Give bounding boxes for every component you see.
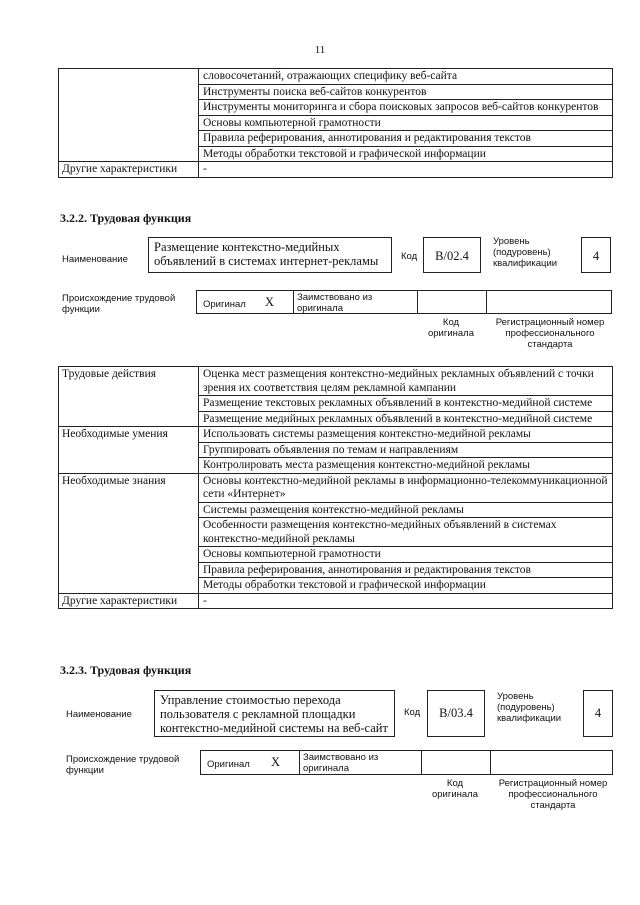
skill-item: Контролировать места размещения контекстно-медийной рекламы [199, 458, 613, 474]
knowledge-item: Основы компьютерной грамотности [199, 547, 613, 563]
divider [486, 290, 487, 314]
divider [299, 750, 300, 775]
knowledge-item: Методы обработки текстовой и графической информации [199, 578, 613, 594]
knowledge-item: Основы компьютерной грамотности [199, 115, 613, 131]
table-row [59, 367, 613, 396]
original-mark: X [265, 295, 275, 309]
knowledge-item: Инструменты мониторинга и сбора поисковых запросов веб-сайтов конкурентов [199, 100, 613, 116]
function-name-box: Управление стоимостью перехода пользователя с рекламной площадки контекстно-медийной системы на веб-сайт [154, 690, 395, 737]
original-label: Оригинал [203, 299, 246, 310]
knowledge-item: Правила реферирования, аннотирования и редактирования текстов [199, 131, 613, 147]
table-row [59, 473, 613, 502]
section-heading: 3.2.2. Трудовая функция [60, 211, 192, 225]
table-row [59, 427, 613, 443]
labor-action-item: Размещение медийных рекламных объявлений в контекстно-медийной системе [199, 411, 613, 427]
origin-label: Происхождение трудовой функции [66, 754, 180, 776]
table-row [59, 593, 613, 609]
skills-label: Необходимые умения [59, 427, 199, 474]
level-label: Уровень (подуровень) квалификации [497, 691, 562, 724]
level-box: 4 [581, 237, 611, 273]
skill-item: Использовать системы размещения контекстно-медийной рекламы [199, 427, 613, 443]
name-label: Наименование [62, 254, 128, 265]
code-box: B/02.4 [423, 237, 481, 273]
blank-label-cell [59, 69, 199, 162]
original-label: Оригинал [207, 759, 250, 770]
labor-action-item: Оценка мест размещения контекстно-медийных рекламных объявлений с точки зрения их соответствия целям рекламной кампании [199, 367, 613, 396]
table-row [59, 69, 613, 85]
name-label: Наименование [66, 709, 132, 720]
knowledge-item: словосочетаний, отражающих специфику веб-сайта [199, 69, 613, 85]
knowledge-item: Инструменты поиска веб-сайтов конкурентов [199, 84, 613, 100]
code-box: B/03.4 [427, 690, 485, 737]
knowledge-item: Системы размещения контекстно-медийной рекламы [199, 502, 613, 518]
level-box: 4 [583, 690, 613, 737]
knowledge-item: Методы обработки текстовой и графической информации [199, 146, 613, 162]
origin-label: Происхождение трудовой функции [62, 293, 176, 315]
page-number: 11 [314, 44, 326, 56]
top-characteristics-table [58, 68, 613, 178]
divider [417, 290, 418, 314]
knowledge-label: Необходимые знания [59, 473, 199, 593]
other-characteristics-label: Другие характеристики [59, 593, 199, 609]
labor-action-item: Размещение текстовых рекламных объявлений в контекстно-медийной системе [199, 396, 613, 412]
code-original-caption: Код оригинала [427, 317, 474, 339]
origin-table [196, 290, 612, 314]
other-characteristics-value: - [199, 162, 613, 178]
knowledge-item: Основы контекстно-медийной рекламы в информационно-телекоммуникационной сети «Интернет» [199, 473, 613, 502]
other-characteristics-label: Другие характеристики [59, 162, 199, 178]
skill-item: Группировать объявления по темам и направлениям [199, 442, 613, 458]
divider [293, 290, 294, 314]
original-mark: X [271, 755, 281, 769]
code-label: Код [401, 251, 418, 262]
table-row [59, 162, 613, 178]
level-label: Уровень (подуровень) квалификации [493, 236, 558, 269]
reg-number-caption: Регистрационный номер профессионального стандарта [495, 317, 605, 350]
borrowed-label: Заимствовано из оригинала [297, 292, 373, 314]
divider [490, 750, 491, 775]
other-characteristics-value: - [199, 593, 613, 609]
borrowed-label: Заимствовано из оригинала [303, 752, 379, 774]
reg-number-caption: Регистрационный номер профессионального стандарта [498, 778, 608, 811]
divider [421, 750, 422, 775]
origin-table [200, 750, 613, 775]
labor-actions-label: Трудовые действия [59, 367, 199, 427]
labor-function-table [58, 366, 613, 609]
function-name-box: Размещение контекстно-медийных объявлений в системах интернет-рекламы [148, 237, 392, 273]
knowledge-item: Особенности размещения контекстно-медийных объявлений в системах контекстно-медийной рекламы [199, 518, 613, 547]
section-heading: 3.2.3. Трудовая функция [60, 663, 192, 677]
code-label: Код [404, 707, 421, 718]
knowledge-item: Правила реферирования, аннотирования и редактирования текстов [199, 562, 613, 578]
code-original-caption: Код оригинала [431, 778, 478, 800]
